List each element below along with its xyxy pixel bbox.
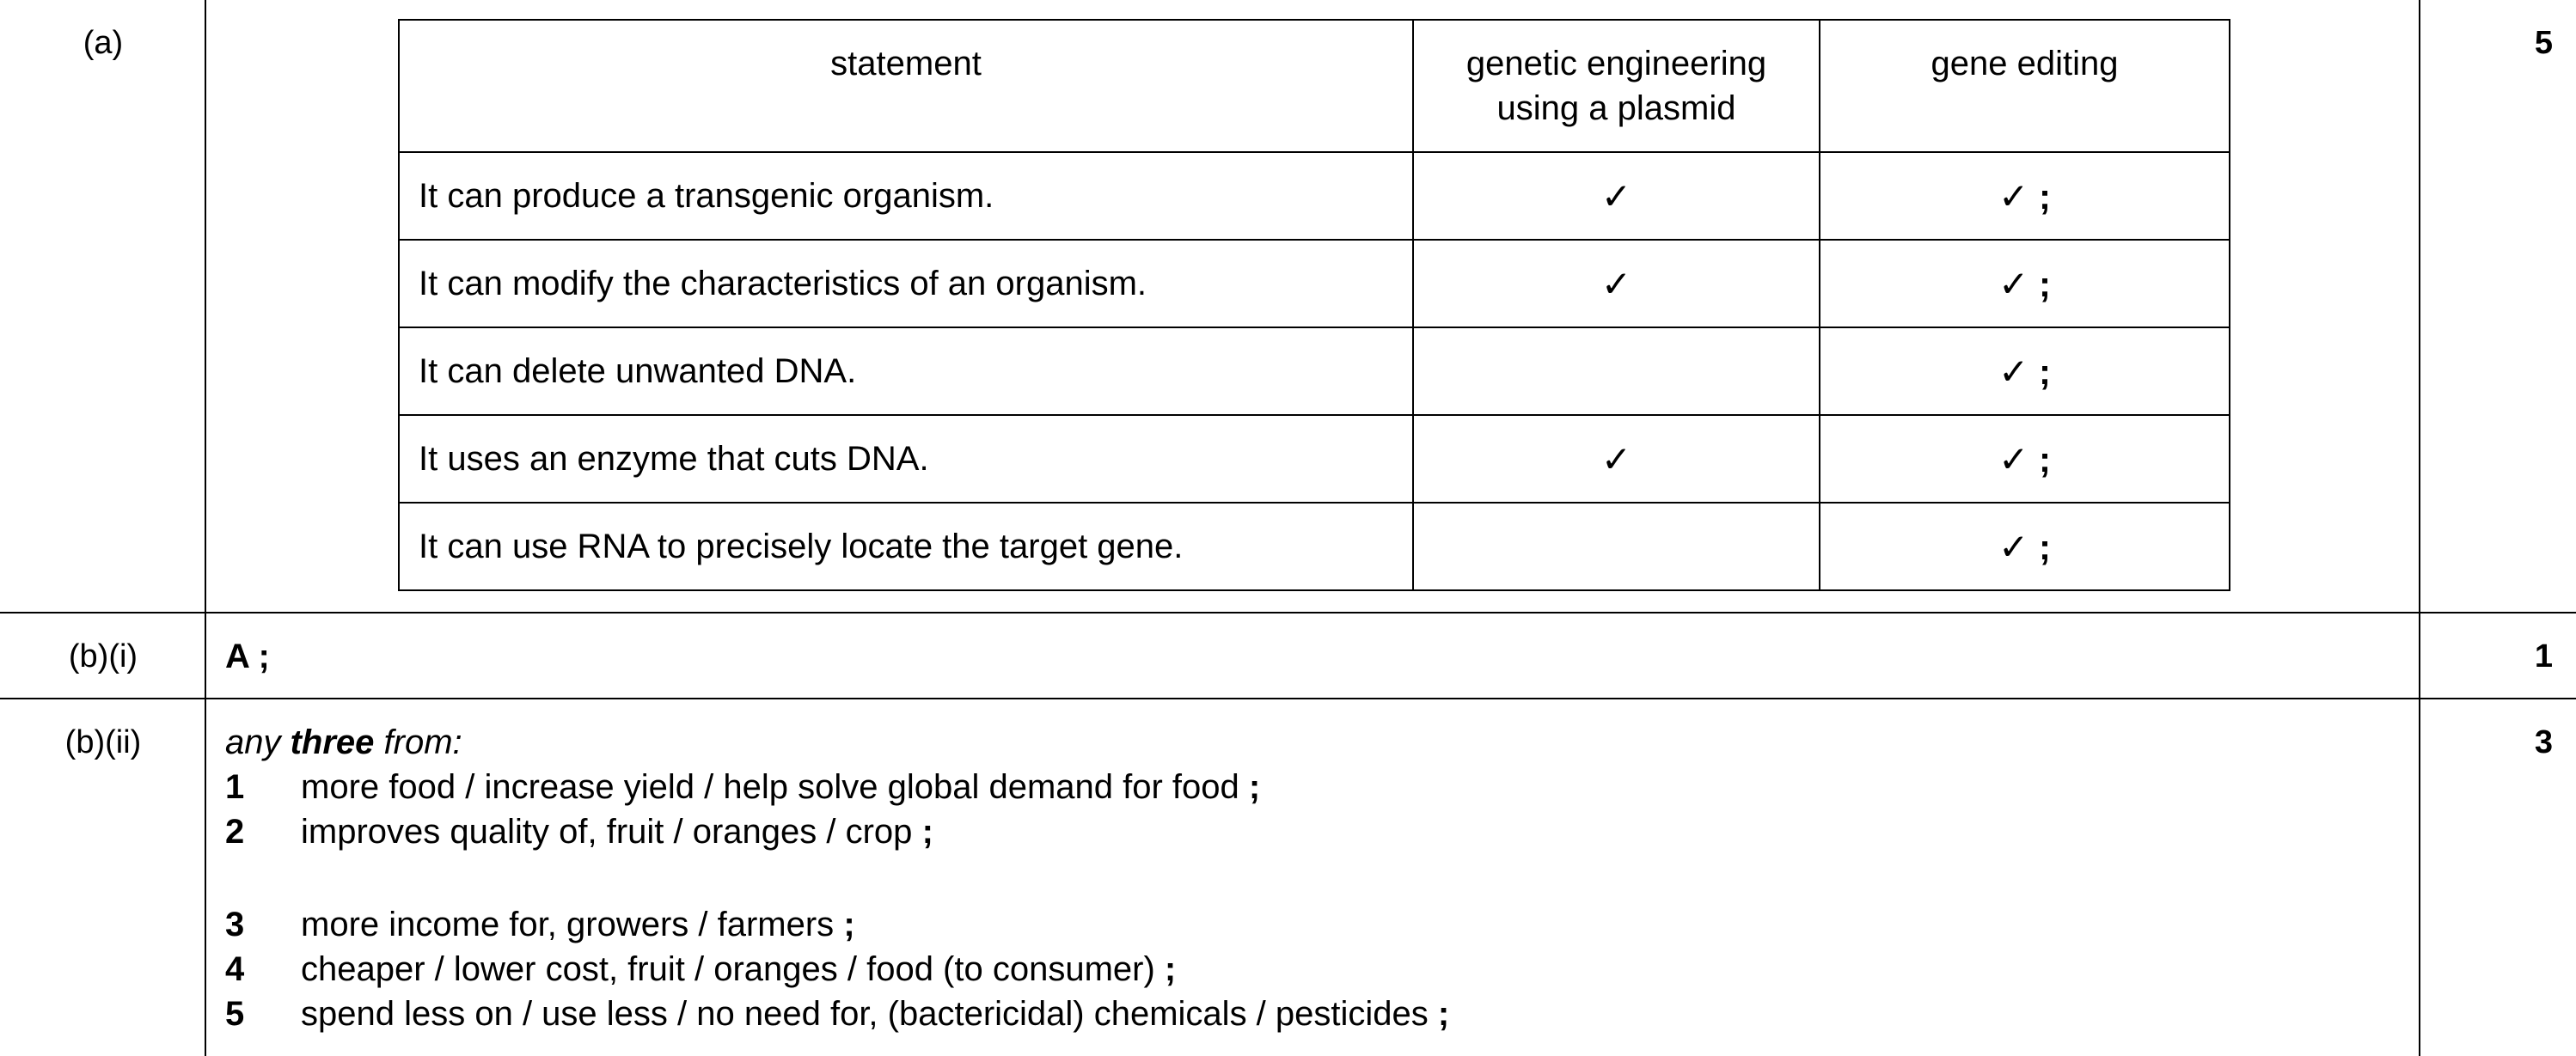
check-mark-icon: ✓ xyxy=(1998,175,2029,217)
mark-separator: ; xyxy=(2038,351,2051,392)
mark-separator: ; xyxy=(1248,768,1261,806)
gene-editing-cell xyxy=(1820,240,2230,327)
statement-cell: It can produce a transgenic organism. xyxy=(399,152,1413,240)
check-mark-icon: ✓ xyxy=(1998,263,2029,304)
point-text: spend less on / use less / no need for, (bactericidal) chemicals / pesticides xyxy=(301,995,1429,1033)
statement-cell: It can delete unwanted DNA. xyxy=(399,327,1413,415)
table-row xyxy=(399,503,2230,590)
gene-editing-cell xyxy=(1820,503,2230,590)
mark-separator: ; xyxy=(2038,526,2051,567)
table-row xyxy=(399,415,2230,503)
marks-b-i: 1 xyxy=(2534,638,2553,674)
header-gene-editing: gene editing xyxy=(1820,20,2230,152)
list-item xyxy=(225,947,1176,992)
left-column-border xyxy=(205,0,206,1056)
statement-cell: It uses an enzyme that cuts DNA. xyxy=(399,415,1413,503)
statement-cell: It can use RNA to precisely locate the target gene. xyxy=(399,503,1413,590)
point-text: more income for, growers / farmers xyxy=(301,906,835,943)
table-row xyxy=(399,327,2230,415)
question-part-label-b-i: (b)(i) xyxy=(68,638,138,674)
row-divider-bi xyxy=(0,698,2576,699)
intro-emphasis: three xyxy=(290,723,375,761)
mark-separator: ; xyxy=(1437,995,1450,1033)
list-item xyxy=(225,902,855,947)
intro-pre: any xyxy=(225,723,291,761)
genetic-engineering-cell xyxy=(1413,415,1820,503)
header-statement: statement xyxy=(399,20,1413,152)
list-item xyxy=(225,765,1260,809)
genetic-engineering-cell xyxy=(1413,503,1820,590)
mark-separator: ; xyxy=(2038,263,2051,304)
point-number: 5 xyxy=(225,995,245,1033)
point-number: 3 xyxy=(225,906,245,943)
mark-separator: ; xyxy=(843,906,855,943)
check-mark-icon: ✓ xyxy=(1600,438,1632,479)
check-mark-icon: ✓ xyxy=(1998,438,2029,479)
check-mark-icon: ✓ xyxy=(1998,351,2029,392)
marks-b-ii: 3 xyxy=(2534,724,2553,760)
table-row xyxy=(399,240,2230,327)
mark-separator: ; xyxy=(921,813,933,851)
statement-cell: It can modify the characteristics of an organism. xyxy=(399,240,1413,327)
mark-separator: ; xyxy=(2038,438,2051,479)
genetic-engineering-cell xyxy=(1413,327,1820,415)
check-mark-icon: ✓ xyxy=(1600,175,1632,217)
mark-separator: ; xyxy=(1164,950,1177,988)
mark-separator: ; xyxy=(2038,175,2051,217)
list-item xyxy=(225,809,933,854)
genetic-engineering-cell xyxy=(1413,240,1820,327)
intro-post: from: xyxy=(374,723,462,761)
right-column-border xyxy=(2419,0,2420,1056)
header-genetic-engineering: genetic engineering using a plasmid xyxy=(1413,20,1820,152)
point-number: 2 xyxy=(225,813,245,851)
list-item xyxy=(225,992,1449,1036)
marks-a: 5 xyxy=(2534,25,2553,61)
answer-intro xyxy=(225,720,462,765)
gene-editing-cell xyxy=(1820,327,2230,415)
answer-b-i: A ; xyxy=(225,638,270,675)
gene-editing-cell xyxy=(1820,152,2230,240)
check-mark-icon: ✓ xyxy=(1998,526,2029,567)
point-text: improves quality of, fruit / oranges / crop xyxy=(301,813,913,851)
gene-editing-cell xyxy=(1820,415,2230,503)
row-divider-a xyxy=(0,612,2576,613)
point-text: more food / increase yield / help solve global demand for food xyxy=(301,768,1239,806)
table-row xyxy=(399,152,2230,240)
check-mark-icon: ✓ xyxy=(1600,263,1632,304)
genetic-engineering-cell xyxy=(1413,152,1820,240)
point-number: 4 xyxy=(225,950,245,988)
question-part-label-b-ii: (b)(ii) xyxy=(64,724,142,760)
statement-table xyxy=(398,19,2230,591)
point-text: cheaper / lower cost, fruit / oranges / food (to consumer) xyxy=(301,950,1155,988)
question-part-label-a: (a) xyxy=(83,25,124,61)
point-number: 1 xyxy=(225,768,245,806)
table-header-row xyxy=(399,20,2230,152)
